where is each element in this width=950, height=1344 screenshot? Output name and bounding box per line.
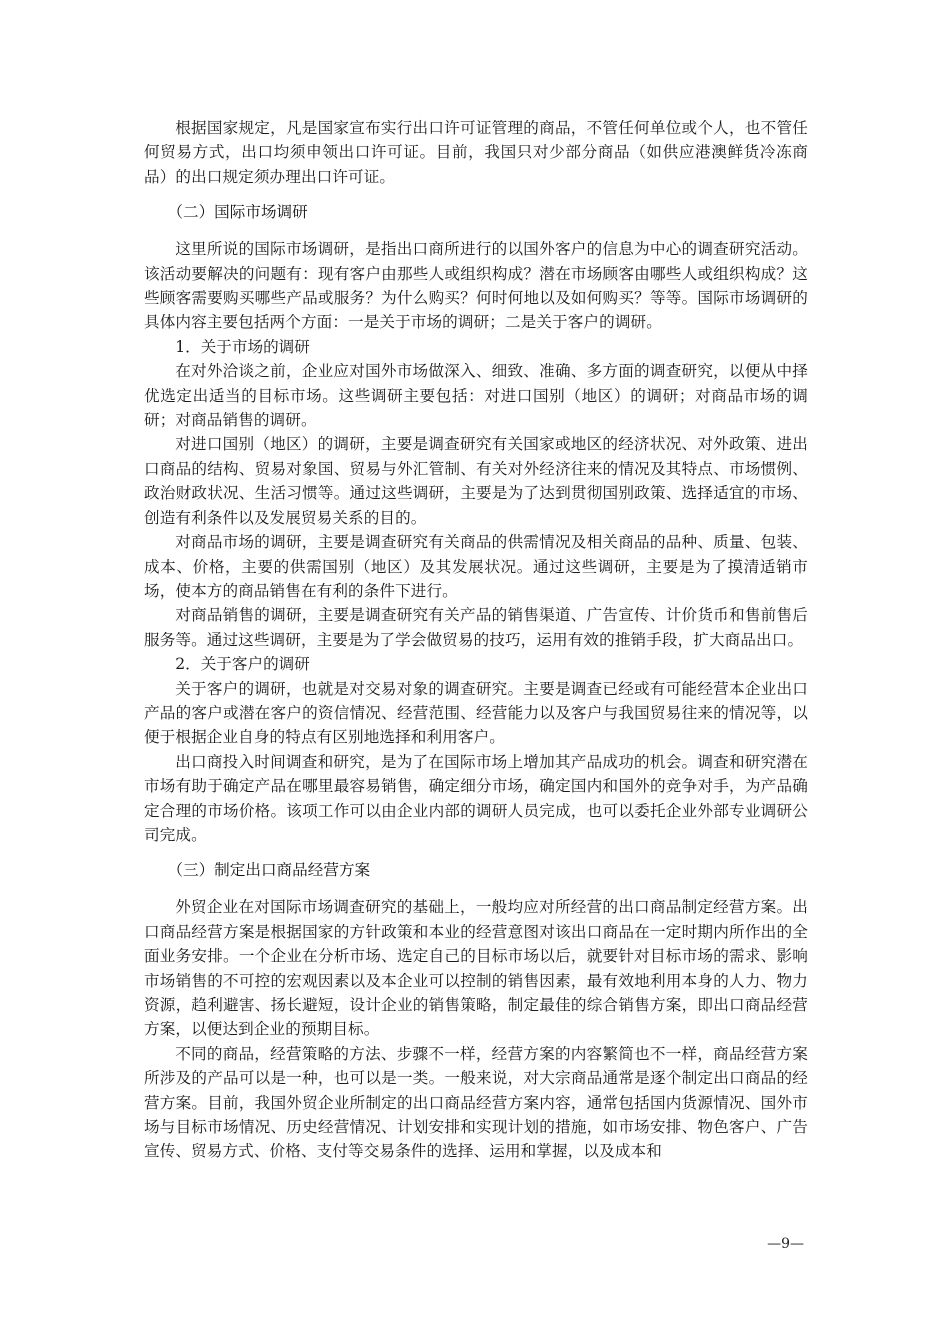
- paragraph-market-overview: 在对外洽谈之前，企业应对国外市场做深入、细致、准确、多方面的调查研究，以便从中择优选定出适当的目标市场。这些调研主要包括：对进口国别（地区）的调研；对商品市场的调研；对商品销售的调研。: [144, 362, 808, 430]
- section-heading-business-plan: （三）制定出口商品经营方案: [167, 861, 371, 880]
- subsection-title-market: 1．关于市场的调研: [175, 337, 310, 356]
- subsection-title-customer: 2．关于客户的调研: [175, 655, 310, 674]
- paragraph-export-license: 根据国家规定，凡是国家宣布实行出口许可证管理的商品，不管任何单位或个人，也不管任何贸易方式，出口均须申领出口许可证。目前，我国只对少部分商品（如供应港澳鲜货冷冻商品）的出口规定须办理出口许可证。: [144, 119, 808, 186]
- paragraph-commodity-market-research: 对商品市场的调研，主要是调查研究有关商品的供需情况及相关商品的品种、质量、包装、成本、价格，主要的供需国别（地区）及其发展状况。通过这些调研，主要是为了摸清适销市场，使本方的商品销售在有利的条件下进行。: [144, 533, 808, 600]
- paragraph-customer-research: 关于客户的调研，也就是对交易对象的调查研究。主要是调查已经或有可能经营本企业出口产品的客户或潜在客户的资信情况、经营范围、经营能力以及客户与我国贸易往来的情况等，以便于根据企业自身的特点有区别地选择和利用客户。: [144, 679, 808, 747]
- paragraph-sales-research: 对商品销售的调研，主要是调查研究有关产品的销售渠道、广告宣传、计价货币和售前售后服务等。通过这些调研，主要是为了学会做贸易的技巧，运用有效的推销手段，扩大商品出口。: [144, 606, 808, 649]
- section-heading-market-research: （二）国际市场调研: [167, 203, 308, 222]
- paragraph-business-plan-content: 不同的商品，经营策略的方法、步骤不一样，经营方案的内容繁简也不一样，商品经营方案所涉及的产品可以是一种，也可以是一类。一般来说，对大宗商品通常是逐个制定出口商品的经营方案。目前，我国外贸企业所制定的出口商品经营方案内容，通常包括国内货源情况、国外市场与目标市场情况、历史经营情况、计划安排和实现计划的措施，如市场安排、物色客户、广告宣传、贸易方式、价格、支付等交易条件的选择、运用和掌握，以及成本和: [144, 1044, 808, 1161]
- page-number: —9—: [767, 1236, 804, 1252]
- paragraph-exporter-investment: 出口商投入时间调查和研究，是为了在国际市场上增加其产品成功的机会。调查和研究潜在市场有助于确定产品在哪里最容易销售，确定细分市场，确定国内和国外的竞争对手，为产品确定合理的市场价格。该项工作可以由企业内部的调研人员完成，也可以委托企业外部专业调研公司完成。: [144, 752, 808, 844]
- paragraph-market-research-intro: 这里所说的国际市场调研，是指出口商所进行的以国外客户的信息为中心的调查研究活动。该活动要解决的问题有：现有客户由那些人或组织构成？潜在市场顾客由哪些人或组织构成？这些顾客需要购买哪些产品或服务？为什么购买？何时何地以及如何购买？等等。国际市场调研的具体内容主要包括两个方面：一是关于市场的调研；二是关于客户的调研。: [144, 240, 808, 332]
- paragraph-business-plan-intro: 外贸企业在对国际市场调查研究的基础上，一般均应对所经营的出口商品制定经营方案。出口商品经营方案是根据国家的方针政策和本业的经营意图对该出口商品在一定时期内所作出的全面业务安排。一个企业在分析市场、选定自己的目标市场以后，就要针对目标市场的需求、影响市场销售的不可控的宏观因素以及本企业可以控制的销售因素，最有效地利用本身的人力、物力资源，趋利避害、扬长避短，设计企业的销售策略，制定最佳的综合销售方案，即出口商品经营方案，以便达到企业的预期目标。: [144, 898, 808, 1039]
- document-body: [144, 116, 808, 1164]
- paragraph-country-research: 对进口国别（地区）的调研，主要是调查研究有关国家或地区的经济状况、对外政策、进出口商品的结构、贸易对象国、贸易与外汇管制、有关对外经济往来的情况及其特点、市场惯例、政治财政状况、生活习惯等。通过这些调研，主要是为了达到贯彻国别政策、选择适宜的市场、创造有利条件以及发展贸易关系的目的。: [144, 435, 808, 527]
